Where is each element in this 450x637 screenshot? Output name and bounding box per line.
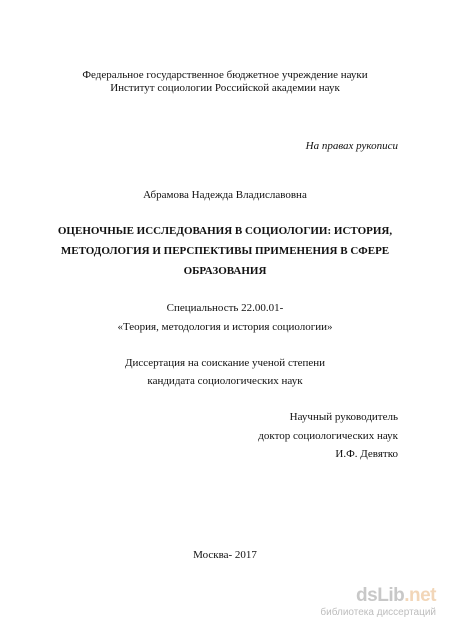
thesis-title-line-3: ОБРАЗОВАНИЯ: [183, 265, 267, 277]
specialty-line-2: «Теория, методология и история социологии»: [117, 321, 333, 333]
degree-line-2: кандидата социологических наук: [147, 375, 303, 387]
watermark-logo-main: dsLib: [356, 585, 405, 606]
institution-line-1: Федеральное государственное бюджетное учреждение науки: [82, 69, 368, 81]
supervisor-degree: доктор социологических наук: [258, 430, 398, 442]
watermark-logo-ext: .net: [404, 585, 436, 606]
author-name: Абрамова Надежда Владиславовна: [143, 189, 307, 201]
rights-note: На правах рукописи: [305, 140, 398, 152]
watermark-subtitle: библиотека диссертаций: [320, 607, 436, 618]
supervisor-role: Научный руководитель: [289, 411, 398, 423]
city-year: Москва- 2017: [193, 549, 257, 561]
degree-line-1: Диссертация на соискание ученой степени: [124, 357, 326, 369]
supervisor-name: И.Ф. Девятко: [335, 448, 398, 460]
thesis-title-line-2: МЕТОДОЛОГИЯ И ПЕРСПЕКТИВЫ ПРИМЕНЕНИЯ В СФЕРЕ: [60, 245, 390, 257]
thesis-title-line-1: ОЦЕНОЧНЫЕ ИССЛЕДОВАНИЯ В СОЦИОЛОГИИ: ИСТОРИЯ,: [57, 225, 393, 237]
dslib-watermark: [316, 585, 436, 625]
institution-line-2: Институт социологии Российской академии наук: [110, 82, 340, 94]
specialty-line-1: Специальность 22.00.01-: [166, 302, 284, 314]
watermark-logo: [356, 585, 436, 607]
